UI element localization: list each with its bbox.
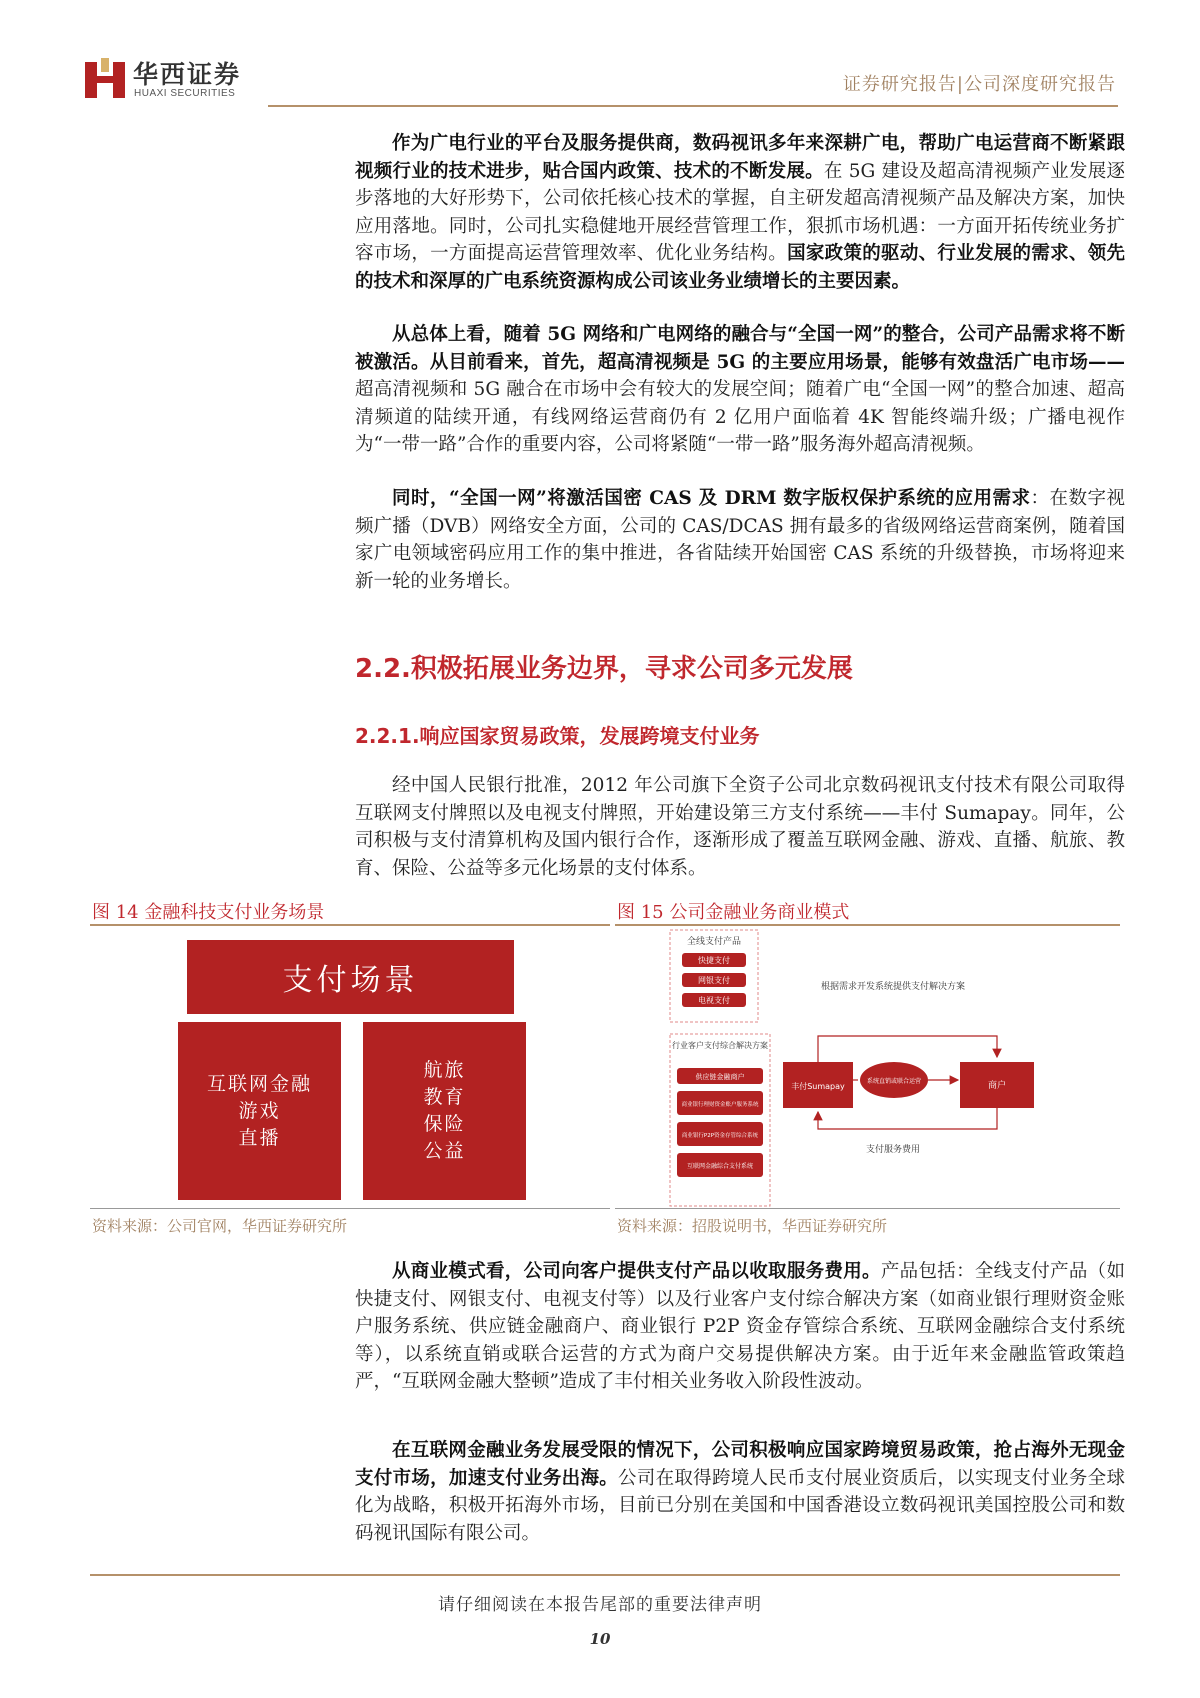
fig15-group1-item: 网银支付 [698,976,730,985]
fig15-group2-item: 互联网金融综合支付系统 [686,1163,754,1170]
fig15-group2-frame [670,1034,770,1206]
fig15-title: 图 15 公司金融业务商业模式 [617,902,850,923]
para4-text: 经中国人民银行批准，2012 年公司旗下全资子公司北京数码视讯支付技术有限公司取得互联网支付牌照以及电视支付牌照，开始建设第三方支付系统——丰付 Sumapay。同年，公司积极与支付清算机构及国内银行合作，逐渐形成了覆盖互联网金融、游戏、直播、航旅、教育、保险、公益等多元化场景的支付体系。 [355,775,1125,879]
fig14-right-box [363,1022,526,1200]
paragraph-6 [355,1437,1125,1547]
paragraph-1 [355,130,1125,295]
fig14-left-item: 互联网金融 [206,1072,312,1095]
fig15-source: 资料来源：招股说明书，华西证券研究所 [617,1217,888,1235]
fig14-left-item: 游戏 [238,1099,281,1122]
page-number: 10 [589,1630,611,1648]
para5-bold: 从商业模式看，公司向客户提供支付产品以收取服务费用。 [392,1261,881,1282]
paragraph-3 [355,485,1125,595]
fig15-top-note: 根据需求开发系统提供支付解决方案 [820,982,966,992]
fig15-diagram [615,926,1120,1208]
paragraph-4 [355,772,1125,882]
fig15-group1-item: 快捷支付 [698,956,730,965]
para6-text: 公司在取得跨境人民币支付展业资质后，以实现支付业务全球化为战略，积极开拓海外市场，目前已分别在美国和中国香港设立数码视讯美国控股公司和数码视讯国际有限公司。 [355,1467,1125,1544]
para5-text: 产品包括：全线支付产品（如快捷支付、网银支付、电视支付等）以及行业客户支付综合解决方案（如商业银行理财资金账户服务系统、供应链金融商户、商业银行 P2P 资金存管综合系统、互联网金融综合支付系统等），以系统直销或联合运营的方式为商户交易提供解决方案。由于近年来金融监管政策趋严，“互联网金融大整顿”造成了丰付相关业务收入阶段性波动。 [355,1261,1125,1392]
huaxi-logo-icon [85,58,127,100]
para3-bold: 同时，“全国一网”将激活国密 CAS 及 DRM 数字版权保护系统的应用需求 [392,488,1031,509]
report-type: 证券研究报告|公司深度研究报告 [842,74,1116,95]
fig15-bottom-note: 支付服务费用 [865,1145,921,1155]
fig15-top-arrow [818,1036,997,1062]
para1-bold: 作为广电行业的平台及服务提供商，数码视讯多年来深耕广电，帮助广电运营商不断紧跟视频行业的技术进步，贴合国内政策、技术的不断发展。 [355,133,1125,182]
subsection-heading: 2.2.1.响应国家贸易政策，发展跨境支付业务 [355,724,760,748]
fig15-group2-item: 商业银行P2P资金存管综合系统 [681,1133,759,1139]
fig15-group2-item: 商业银行理财资金账户服务系统 [681,1102,759,1108]
paragraph-2 [355,321,1125,459]
fig14-left-box [178,1022,341,1200]
fig14-top-rule [90,924,610,926]
fig15-bottom-rule [615,1208,1120,1209]
fig15-node-left-label: 丰付Sumapay [791,1082,845,1091]
para1-bold2: 国家政策的驱动、行业发展的需求、领先的技术和深厚的广电系统资源构成公司该业务业绩增长的主要因素。 [355,243,1125,292]
fig14-right-item: 航旅 [423,1059,466,1081]
fig14-title: 图 14 金融科技支付业务场景 [92,902,325,923]
fig15-group2-item: 供应链金融商户 [695,1073,745,1081]
para6-bold: 在互联网金融业务发展受限的情况下，公司积极响应国家跨境贸易政策，抢占海外无现金支付市场，加速支付业务出海。 [355,1440,1125,1489]
fig14-right-item: 教育 [423,1086,466,1108]
fig15-group1-item: 电视支付 [698,996,730,1005]
para2-text: 超高清视频和 5G 融合在市场中会有较大的发展空间；随着广电“全国一网”的整合加速、超高清频道的陆续开通，有线网络运营商仍有 2 亿用户面临着 4K 智能终端升级；广播电视作为“一带一路”合作的重要内容，公司将紧随“一带一路”服务海外超高清视频。 [355,379,1125,455]
logo-text-cn: 华西证券 [133,60,242,89]
fig14-bottom-rule [90,1208,610,1209]
fig14-right-item: 公益 [423,1140,466,1162]
fig15-node-mid-label: 系统直销或联合运营 [866,1078,922,1085]
fig14-source: 资料来源：公司官网，华西证券研究所 [92,1217,348,1235]
fig15-node-right-label: 商户 [987,1081,1007,1091]
logo-text-en: HUAXI SECURITIES [134,88,236,99]
fig14-top-box [187,940,514,1014]
para3-text: ：在数字视频广播（DVB）网络安全方面，公司的 CAS/DCAS 拥有最多的省级网络运营商案例，随着国家广电领域密码应用工作的集中推进，各省陆续开始国密 CAS 系统的升级替换，市场将迎来新一轮的业务增长。 [355,488,1125,592]
fig15-bottom-arrow [818,1108,997,1129]
para2-bold: 从总体上看，随着 5G 网络和广电网络的融合与“全国一网”的整合，公司产品需求将不断被激活。从目前看来，首先，超高清视频是 5G 的主要应用场景，能够有效盘活广电市场—— [355,324,1125,373]
section-heading: 2.2.积极拓展业务边界，寻求公司多元发展 [355,654,853,684]
header-divider [268,105,1118,107]
paragraph-5 [355,1258,1125,1396]
fig14-top-box-label: 支付场景 [282,963,419,998]
page-header [0,0,1200,110]
fig15-group2-title: 行业客户支付综合解决方案 [672,1041,768,1050]
fig14-left-item: 直播 [238,1126,281,1149]
fig15-group1-title: 全线支付产品 [686,937,742,947]
legal-notice: 请仔细阅读在本报告尾部的重要法律声明 [438,1595,762,1615]
para1-text: 在 5G 建设及超高清视频产业发展逐步落地的大好形势下，公司依托核心技术的掌握，自主研发超高清视频产品及解决方案，加快应用落地。同时，公司扎实稳健地开展经营管理工作，狠抓市场机遇：一方面开拓传统业务扩容市场，一方面提高运营管理效率、优化业务结构。 [355,160,1126,264]
fig14-right-item: 保险 [423,1113,466,1135]
footer-divider [90,1574,1120,1576]
